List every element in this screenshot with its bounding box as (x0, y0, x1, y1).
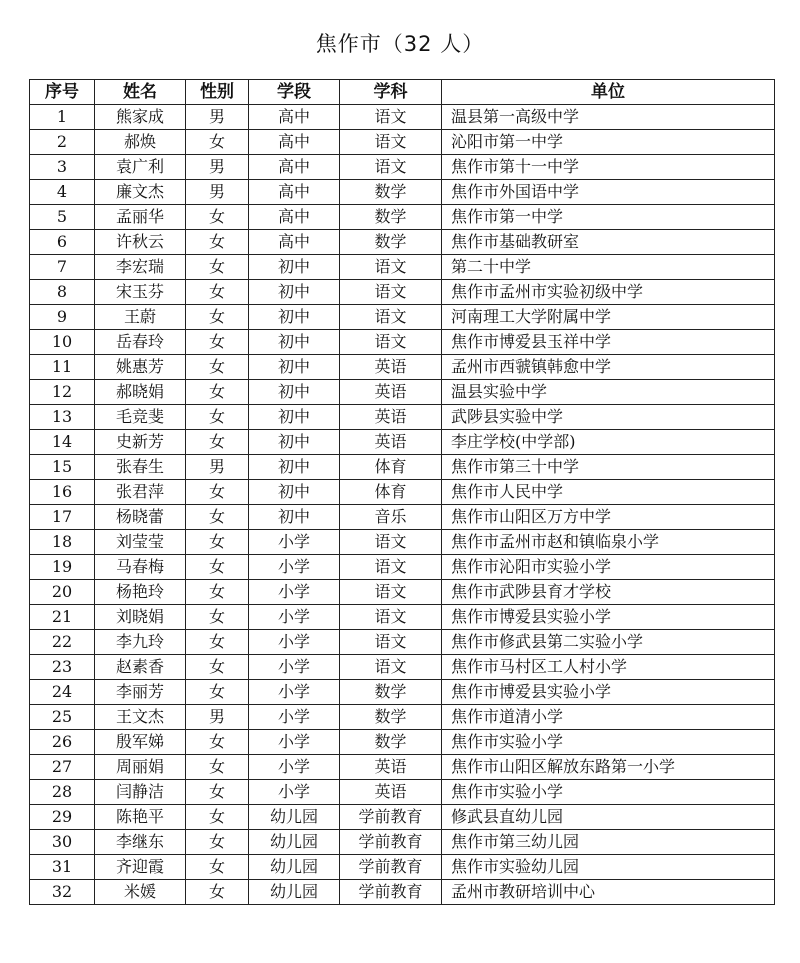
cell-name: 李宏瑞 (95, 255, 186, 280)
cell-subject: 语文 (340, 630, 442, 655)
table-row (30, 355, 775, 380)
cell-gender: 女 (186, 430, 249, 455)
table-row (30, 430, 775, 455)
cell-gender: 女 (186, 130, 249, 155)
cell-subject: 学前教育 (340, 805, 442, 830)
cell-gender: 女 (186, 205, 249, 230)
table-row (30, 605, 775, 630)
cell-gender: 女 (186, 330, 249, 355)
cell-name: 周丽娟 (95, 755, 186, 780)
cell-subject: 语文 (340, 605, 442, 630)
cell-gender: 女 (186, 830, 249, 855)
table-row (30, 530, 775, 555)
cell-unit: 武陟县实验中学 (442, 405, 775, 430)
cell-subject: 语文 (340, 255, 442, 280)
cell-subject: 体育 (340, 455, 442, 480)
cell-subject: 语文 (340, 280, 442, 305)
cell-subject: 语文 (340, 555, 442, 580)
table-row (30, 155, 775, 180)
cell-unit: 焦作市孟州市赵和镇临泉小学 (442, 530, 775, 555)
cell-stage: 小学 (249, 580, 340, 605)
cell-unit: 焦作市马村区工人村小学 (442, 655, 775, 680)
cell-index: 29 (30, 805, 95, 830)
cell-subject: 学前教育 (340, 880, 442, 905)
cell-name: 熊家成 (95, 105, 186, 130)
cell-name: 马春梅 (95, 555, 186, 580)
cell-unit: 焦作市武陟县育才学校 (442, 580, 775, 605)
cell-index: 22 (30, 630, 95, 655)
cell-gender: 女 (186, 730, 249, 755)
table-row (30, 330, 775, 355)
table-row (30, 180, 775, 205)
cell-unit: 焦作市孟州市实验初级中学 (442, 280, 775, 305)
cell-name: 殷军娣 (95, 730, 186, 755)
cell-index: 24 (30, 680, 95, 705)
cell-gender: 女 (186, 255, 249, 280)
cell-subject: 语文 (340, 305, 442, 330)
table-row (30, 280, 775, 305)
cell-subject: 英语 (340, 755, 442, 780)
cell-gender: 女 (186, 630, 249, 655)
table-body (30, 105, 775, 905)
cell-stage: 初中 (249, 455, 340, 480)
page-title: 焦作市（32 人） (315, 32, 485, 56)
table-row (30, 705, 775, 730)
cell-unit: 焦作市山阳区解放东路第一小学 (442, 755, 775, 780)
cell-name: 杨艳玲 (95, 580, 186, 605)
cell-subject: 学前教育 (340, 830, 442, 855)
cell-gender: 女 (186, 305, 249, 330)
cell-unit: 温县实验中学 (442, 380, 775, 405)
cell-unit: 焦作市道清小学 (442, 705, 775, 730)
cell-name: 郝焕 (95, 130, 186, 155)
table-header-row (30, 80, 775, 105)
table-row (30, 855, 775, 880)
cell-unit: 焦作市修武县第二实验小学 (442, 630, 775, 655)
cell-name: 陈艳平 (95, 805, 186, 830)
table-row (30, 580, 775, 605)
header-index: 序号 (30, 80, 95, 105)
table-row (30, 130, 775, 155)
cell-index: 1 (30, 105, 95, 130)
cell-stage: 初中 (249, 380, 340, 405)
cell-subject: 语文 (340, 105, 442, 130)
cell-name: 李九玲 (95, 630, 186, 655)
roster-table (29, 79, 775, 905)
cell-unit: 孟州市教研培训中心 (442, 880, 775, 905)
cell-stage: 小学 (249, 655, 340, 680)
cell-stage: 小学 (249, 680, 340, 705)
cell-stage: 小学 (249, 780, 340, 805)
cell-name: 袁广利 (95, 155, 186, 180)
cell-subject: 英语 (340, 405, 442, 430)
table-row (30, 555, 775, 580)
cell-stage: 高中 (249, 155, 340, 180)
cell-index: 27 (30, 755, 95, 780)
cell-index: 25 (30, 705, 95, 730)
cell-subject: 英语 (340, 355, 442, 380)
cell-gender: 女 (186, 505, 249, 530)
cell-unit: 修武县直幼儿园 (442, 805, 775, 830)
cell-unit: 焦作市人民中学 (442, 480, 775, 505)
cell-index: 12 (30, 380, 95, 405)
cell-gender: 女 (186, 605, 249, 630)
cell-stage: 小学 (249, 530, 340, 555)
cell-index: 9 (30, 305, 95, 330)
cell-index: 14 (30, 430, 95, 455)
table-row (30, 255, 775, 280)
cell-stage: 幼儿园 (249, 805, 340, 830)
cell-name: 王文杰 (95, 705, 186, 730)
cell-name: 史新芳 (95, 430, 186, 455)
cell-name: 宋玉芬 (95, 280, 186, 305)
cell-unit: 焦作市博爱县玉祥中学 (442, 330, 775, 355)
cell-index: 18 (30, 530, 95, 555)
cell-name: 米媛 (95, 880, 186, 905)
cell-index: 3 (30, 155, 95, 180)
cell-gender: 女 (186, 230, 249, 255)
cell-name: 刘莹莹 (95, 530, 186, 555)
table-row (30, 305, 775, 330)
cell-subject: 数学 (340, 205, 442, 230)
cell-gender: 女 (186, 680, 249, 705)
header-gender: 性别 (186, 80, 249, 105)
cell-stage: 小学 (249, 605, 340, 630)
header-stage: 学段 (249, 80, 340, 105)
cell-index: 23 (30, 655, 95, 680)
cell-index: 5 (30, 205, 95, 230)
cell-gender: 女 (186, 755, 249, 780)
cell-name: 刘晓娟 (95, 605, 186, 630)
cell-unit: 孟州市西虢镇韩愈中学 (442, 355, 775, 380)
cell-stage: 幼儿园 (249, 880, 340, 905)
cell-unit: 河南理工大学附属中学 (442, 305, 775, 330)
cell-stage: 初中 (249, 505, 340, 530)
cell-index: 2 (30, 130, 95, 155)
cell-gender: 男 (186, 455, 249, 480)
cell-index: 20 (30, 580, 95, 605)
cell-stage: 高中 (249, 205, 340, 230)
cell-index: 16 (30, 480, 95, 505)
table-row (30, 105, 775, 130)
cell-unit: 焦作市实验小学 (442, 780, 775, 805)
cell-subject: 语文 (340, 580, 442, 605)
cell-index: 21 (30, 605, 95, 630)
table-row (30, 780, 775, 805)
cell-unit: 焦作市山阳区万方中学 (442, 505, 775, 530)
table-row (30, 805, 775, 830)
cell-index: 8 (30, 280, 95, 305)
cell-subject: 语文 (340, 530, 442, 555)
cell-subject: 英语 (340, 380, 442, 405)
cell-subject: 英语 (340, 430, 442, 455)
table-row (30, 505, 775, 530)
header-name: 姓名 (95, 80, 186, 105)
table-row (30, 230, 775, 255)
cell-unit: 焦作市实验小学 (442, 730, 775, 755)
cell-index: 28 (30, 780, 95, 805)
cell-stage: 高中 (249, 130, 340, 155)
cell-name: 杨晓蕾 (95, 505, 186, 530)
cell-unit: 焦作市博爱县实验小学 (442, 680, 775, 705)
cell-stage: 高中 (249, 105, 340, 130)
cell-stage: 初中 (249, 355, 340, 380)
cell-subject: 数学 (340, 680, 442, 705)
cell-unit: 焦作市基础教研室 (442, 230, 775, 255)
cell-stage: 幼儿园 (249, 855, 340, 880)
cell-stage: 初中 (249, 330, 340, 355)
cell-gender: 女 (186, 805, 249, 830)
cell-index: 32 (30, 880, 95, 905)
cell-gender: 女 (186, 880, 249, 905)
cell-index: 17 (30, 505, 95, 530)
cell-index: 19 (30, 555, 95, 580)
cell-gender: 女 (186, 555, 249, 580)
cell-gender: 女 (186, 355, 249, 380)
cell-subject: 音乐 (340, 505, 442, 530)
cell-subject: 学前教育 (340, 855, 442, 880)
cell-stage: 高中 (249, 230, 340, 255)
cell-name: 廉文杰 (95, 180, 186, 205)
cell-name: 孟丽华 (95, 205, 186, 230)
header-subject: 学科 (340, 80, 442, 105)
cell-gender: 男 (186, 105, 249, 130)
cell-gender: 女 (186, 655, 249, 680)
cell-unit: 焦作市第十一中学 (442, 155, 775, 180)
cell-name: 张君萍 (95, 480, 186, 505)
cell-unit: 焦作市实验幼儿园 (442, 855, 775, 880)
table-row (30, 205, 775, 230)
cell-subject: 语文 (340, 655, 442, 680)
cell-gender: 女 (186, 280, 249, 305)
table-row (30, 755, 775, 780)
table-row (30, 830, 775, 855)
table-row (30, 730, 775, 755)
cell-name: 李丽芳 (95, 680, 186, 705)
cell-name: 岳春玲 (95, 330, 186, 355)
cell-gender: 女 (186, 480, 249, 505)
cell-name: 闫静洁 (95, 780, 186, 805)
table-row (30, 405, 775, 430)
cell-gender: 女 (186, 530, 249, 555)
cell-index: 7 (30, 255, 95, 280)
table-row (30, 455, 775, 480)
cell-subject: 体育 (340, 480, 442, 505)
cell-stage: 小学 (249, 705, 340, 730)
cell-name: 李继东 (95, 830, 186, 855)
cell-subject: 语文 (340, 130, 442, 155)
cell-index: 10 (30, 330, 95, 355)
cell-unit: 焦作市第三幼儿园 (442, 830, 775, 855)
cell-subject: 数学 (340, 230, 442, 255)
cell-gender: 女 (186, 855, 249, 880)
cell-unit: 焦作市外国语中学 (442, 180, 775, 205)
cell-stage: 初中 (249, 255, 340, 280)
cell-gender: 男 (186, 180, 249, 205)
cell-name: 赵素香 (95, 655, 186, 680)
cell-unit: 焦作市博爱县实验小学 (442, 605, 775, 630)
cell-subject: 数学 (340, 730, 442, 755)
cell-name: 许秋云 (95, 230, 186, 255)
cell-name: 王蔚 (95, 305, 186, 330)
cell-stage: 初中 (249, 480, 340, 505)
cell-name: 张春生 (95, 455, 186, 480)
cell-subject: 数学 (340, 180, 442, 205)
cell-index: 11 (30, 355, 95, 380)
cell-index: 26 (30, 730, 95, 755)
cell-unit: 焦作市第一中学 (442, 205, 775, 230)
cell-subject: 数学 (340, 705, 442, 730)
cell-subject: 语文 (340, 330, 442, 355)
cell-stage: 初中 (249, 405, 340, 430)
cell-gender: 男 (186, 705, 249, 730)
table-row (30, 630, 775, 655)
table-row (30, 480, 775, 505)
cell-gender: 女 (186, 780, 249, 805)
cell-stage: 幼儿园 (249, 830, 340, 855)
cell-unit: 李庄学校(中学部) (442, 430, 775, 455)
cell-name: 毛竞斐 (95, 405, 186, 430)
cell-index: 31 (30, 855, 95, 880)
cell-index: 30 (30, 830, 95, 855)
table-row (30, 680, 775, 705)
cell-gender: 女 (186, 405, 249, 430)
cell-name: 姚惠芳 (95, 355, 186, 380)
header-unit: 单位 (442, 80, 775, 105)
table-row (30, 655, 775, 680)
table-row (30, 880, 775, 905)
cell-unit: 温县第一高级中学 (442, 105, 775, 130)
cell-stage: 高中 (249, 180, 340, 205)
cell-stage: 初中 (249, 305, 340, 330)
cell-stage: 初中 (249, 280, 340, 305)
cell-index: 4 (30, 180, 95, 205)
cell-unit: 焦作市沁阳市实验小学 (442, 555, 775, 580)
cell-index: 6 (30, 230, 95, 255)
cell-unit: 沁阳市第一中学 (442, 130, 775, 155)
cell-index: 15 (30, 455, 95, 480)
table-row (30, 380, 775, 405)
cell-gender: 男 (186, 155, 249, 180)
cell-stage: 小学 (249, 630, 340, 655)
cell-gender: 女 (186, 580, 249, 605)
cell-stage: 初中 (249, 430, 340, 455)
cell-unit: 焦作市第三十中学 (442, 455, 775, 480)
cell-subject: 语文 (340, 155, 442, 180)
cell-subject: 英语 (340, 780, 442, 805)
cell-name: 齐迎霞 (95, 855, 186, 880)
cell-name: 郝晓娟 (95, 380, 186, 405)
cell-stage: 小学 (249, 755, 340, 780)
cell-stage: 小学 (249, 555, 340, 580)
cell-index: 13 (30, 405, 95, 430)
cell-gender: 女 (186, 380, 249, 405)
cell-unit: 第二十中学 (442, 255, 775, 280)
cell-stage: 小学 (249, 730, 340, 755)
